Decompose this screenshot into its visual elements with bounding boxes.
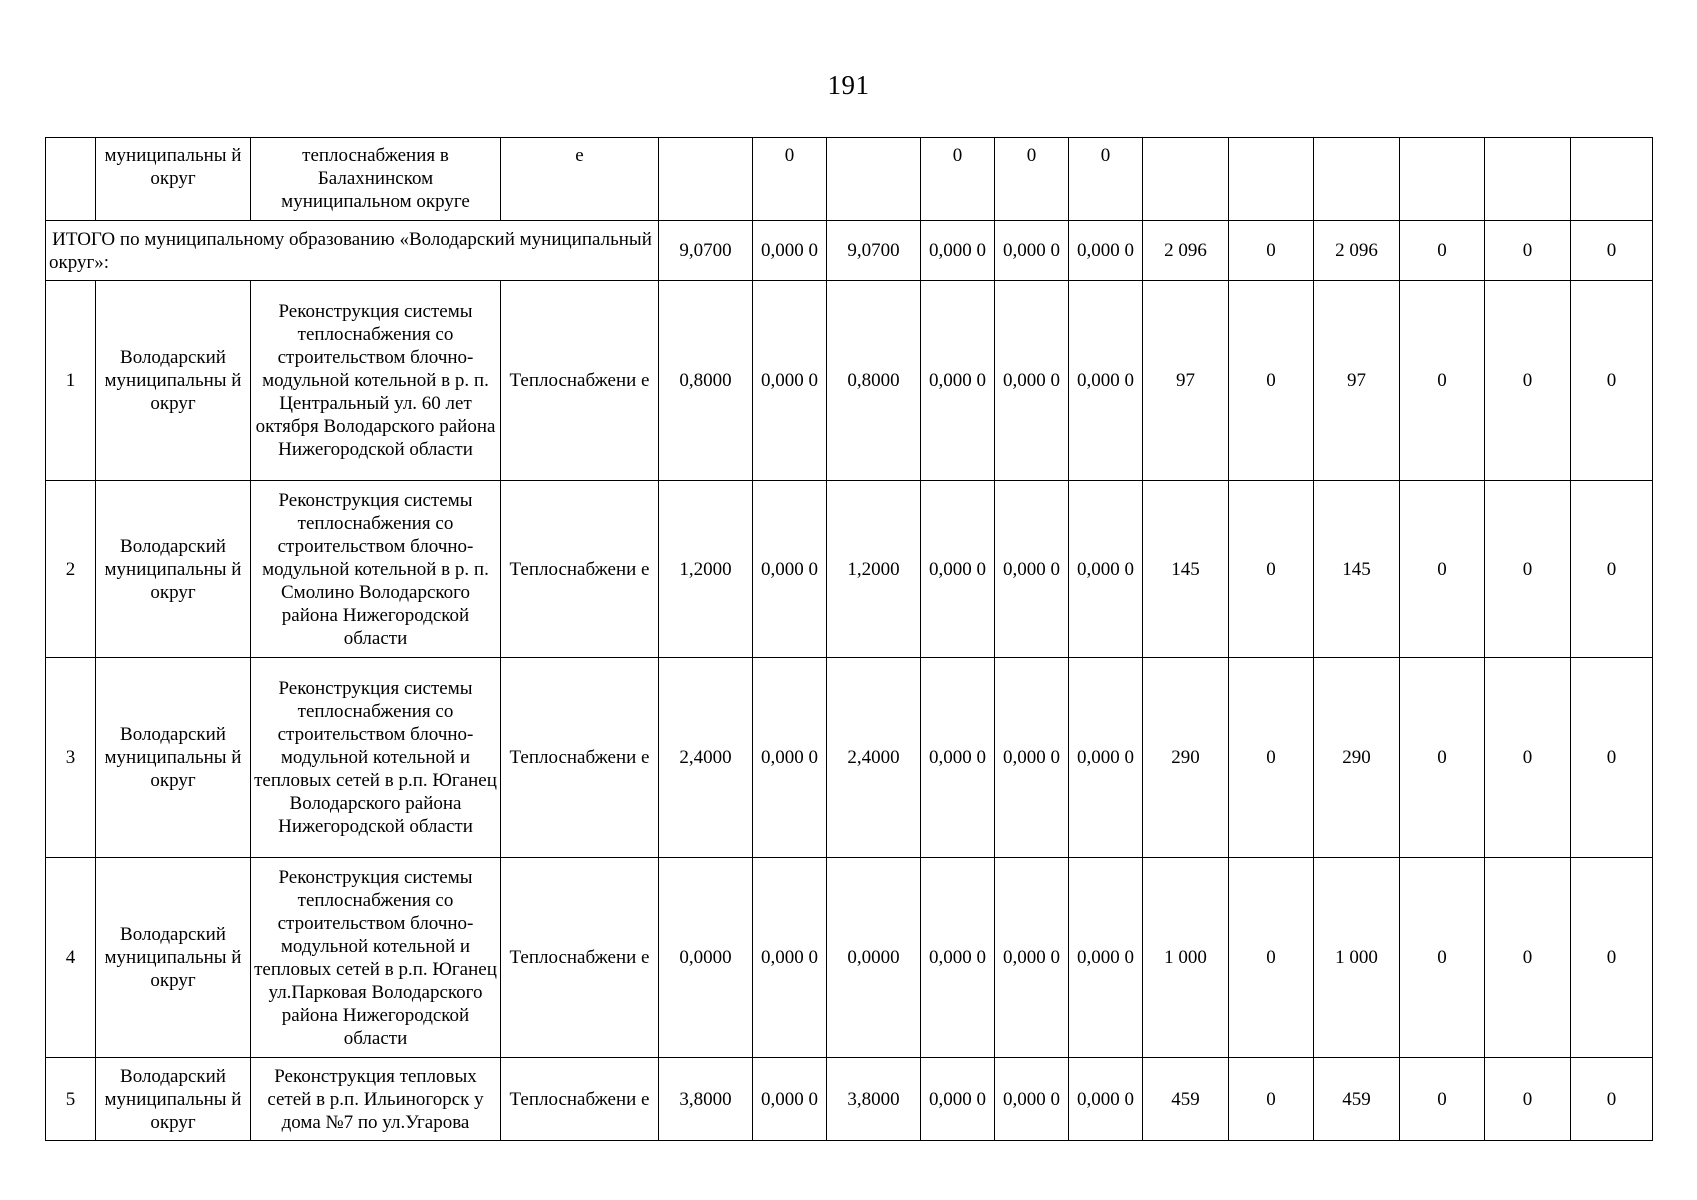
cell-value: 1 000 (1314, 858, 1400, 1058)
cell-value (1400, 138, 1485, 221)
table-row-continuation (46, 138, 1653, 221)
cell-value: 0,000 0 (753, 221, 827, 281)
cell-value: 0,0000 (827, 858, 921, 1058)
cell-value: 0 (1485, 481, 1571, 658)
cell-project: Реконструкция системы теплоснабжения со строительством блочно-модульной котельной в р. п. Смолино Володарского района Нижегородской области (251, 481, 501, 658)
cell-value: 0 (921, 138, 995, 221)
cell-value: 1 000 (1143, 858, 1229, 1058)
table-row (46, 1058, 1653, 1141)
cell-value: 2 096 (1314, 221, 1400, 281)
cell-sector: Теплоснабжени е (501, 658, 659, 858)
cell-value: 0,000 0 (1069, 221, 1143, 281)
cell-value: 0 (753, 138, 827, 221)
cell-value: 0 (1229, 858, 1314, 1058)
cell-num: 3 (46, 658, 96, 858)
cell-value: 97 (1314, 281, 1400, 481)
cell-num: 2 (46, 481, 96, 658)
table-row (46, 481, 1653, 658)
cell-value: 145 (1314, 481, 1400, 658)
cell-value: 1,2000 (827, 481, 921, 658)
table-row (46, 858, 1653, 1058)
cell-value: 0 (1571, 221, 1653, 281)
cell-district: Володарский муниципальны й округ (96, 1058, 251, 1141)
cell-value: 0,000 0 (921, 481, 995, 658)
cell-district: Володарский муниципальны й округ (96, 858, 251, 1058)
cell-value: 0,000 0 (995, 658, 1069, 858)
cell-value: 0,000 0 (995, 858, 1069, 1058)
cell-sector: Теплоснабжени е (501, 281, 659, 481)
cell-value: 2,4000 (659, 658, 753, 858)
table-row (46, 281, 1653, 481)
cell-value: 0,000 0 (753, 658, 827, 858)
cell-value: 0 (1571, 658, 1653, 858)
cell-value (1314, 138, 1400, 221)
cell-value: 0,8000 (659, 281, 753, 481)
cell-value (1485, 138, 1571, 221)
cell-value: 0 (1229, 281, 1314, 481)
cell-value: 0 (1229, 1058, 1314, 1141)
cell-value: 0,000 0 (753, 481, 827, 658)
cell-value: 0,000 0 (753, 1058, 827, 1141)
cell-sector: е (501, 138, 659, 221)
cell-value: 2 096 (1143, 221, 1229, 281)
cell-value: 0,000 0 (921, 221, 995, 281)
cell-value: 9,0700 (659, 221, 753, 281)
cell-num: 4 (46, 858, 96, 1058)
cell-value (827, 138, 921, 221)
cell-value: 0,000 0 (1069, 481, 1143, 658)
cell-sector: Теплоснабжени е (501, 858, 659, 1058)
cell-value: 97 (1143, 281, 1229, 481)
cell-value: 0 (1485, 658, 1571, 858)
cell-value: 0 (1485, 858, 1571, 1058)
cell-value: 0 (1485, 1058, 1571, 1141)
page-number: 191 (827, 70, 870, 100)
cell-num: 5 (46, 1058, 96, 1141)
cell-value: 1,2000 (659, 481, 753, 658)
cell-value: 0,000 0 (1069, 1058, 1143, 1141)
cell-value: 0,000 0 (753, 858, 827, 1058)
cell-value: 2,4000 (827, 658, 921, 858)
cell-value: 0 (1400, 658, 1485, 858)
cell-project: теплоснабжения в Балахнинском муниципальном округе (251, 138, 501, 221)
cell-value: 0,000 0 (753, 281, 827, 481)
table-row (46, 658, 1653, 858)
cell-value: 0,000 0 (1069, 281, 1143, 481)
cell-value: 459 (1143, 1058, 1229, 1141)
cell-value (1229, 138, 1314, 221)
cell-value: 0 (1400, 1058, 1485, 1141)
cell-value: 0 (1229, 658, 1314, 858)
cell-district: Володарский муниципальны й округ (96, 281, 251, 481)
cell-value (659, 138, 753, 221)
cell-value: 0,000 0 (995, 221, 1069, 281)
cell-sector: Теплоснабжени е (501, 1058, 659, 1141)
cell-value: 0,000 0 (995, 281, 1069, 481)
cell-num (46, 138, 96, 221)
cell-value: 0 (1229, 481, 1314, 658)
cell-value: 0,000 0 (1069, 658, 1143, 858)
cell-value: 0,0000 (659, 858, 753, 1058)
cell-value: 0 (1400, 281, 1485, 481)
cell-value: 145 (1143, 481, 1229, 658)
cell-value (1571, 138, 1653, 221)
cell-num: 1 (46, 281, 96, 481)
cell-value: 0 (1229, 221, 1314, 281)
cell-project: Реконструкция системы теплоснабжения со строительством блочно-модульной котельной и тепловых сетей в р.п. Юганец Володарского района Нижегородской области (251, 658, 501, 858)
cell-project: Реконструкция системы теплоснабжения со строительством блочно-модульной котельной в р. п. Центральный ул. 60 лет октября Володарского района Нижегородской области (251, 281, 501, 481)
cell-value: 0,000 0 (995, 481, 1069, 658)
cell-project: Реконструкция тепловых сетей в р.п. Ильиногорск у дома №7 по ул.Угарова (251, 1058, 501, 1141)
cell-district: муниципальны й округ (96, 138, 251, 221)
cell-value: 0,000 0 (921, 858, 995, 1058)
cell-district: Володарский муниципальны й округ (96, 658, 251, 858)
cell-value: 0 (1400, 858, 1485, 1058)
table-row-total (46, 221, 1653, 281)
cell-value: 9,0700 (827, 221, 921, 281)
cell-sector: Теплоснабжени е (501, 481, 659, 658)
cell-value: 0 (1571, 1058, 1653, 1141)
cell-value: 0 (995, 138, 1069, 221)
cell-district: Володарский муниципальны й округ (96, 481, 251, 658)
cell-value: 0,000 0 (921, 281, 995, 481)
cell-value: 290 (1143, 658, 1229, 858)
cell-value: 0,000 0 (921, 1058, 995, 1141)
cell-value: 3,8000 (827, 1058, 921, 1141)
cell-value: 0 (1571, 481, 1653, 658)
cell-value: 0 (1400, 221, 1485, 281)
total-label: ИТОГО по муниципальному образованию «Володарский муниципальный округ»: (46, 221, 659, 281)
cell-value: 290 (1314, 658, 1400, 858)
cell-value: 0 (1069, 138, 1143, 221)
cell-value: 0,000 0 (1069, 858, 1143, 1058)
cell-value: 0,000 0 (995, 1058, 1069, 1141)
cell-value: 0,8000 (827, 281, 921, 481)
cell-value: 0 (1485, 221, 1571, 281)
cell-project: Реконструкция системы теплоснабжения со строительством блочно-модульной котельной и тепловых сетей в р.п. Юганец ул.Парковая Володарского района Нижегородской области (251, 858, 501, 1058)
cell-value: 0,000 0 (921, 658, 995, 858)
cell-value: 0 (1571, 281, 1653, 481)
cell-value: 3,8000 (659, 1058, 753, 1141)
cell-value: 0 (1571, 858, 1653, 1058)
cell-value: 459 (1314, 1058, 1400, 1141)
cell-value: 0 (1485, 281, 1571, 481)
data-table (45, 137, 1653, 1141)
cell-value: 0 (1400, 481, 1485, 658)
cell-value (1143, 138, 1229, 221)
